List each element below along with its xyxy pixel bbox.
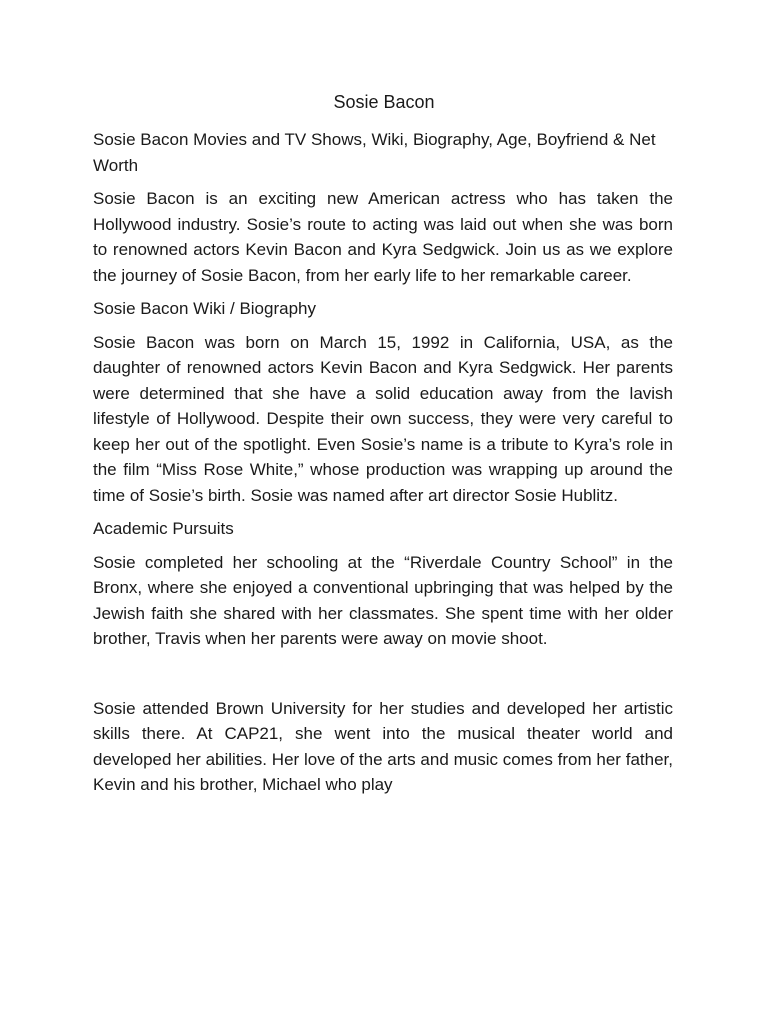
- section-heading-biography: Sosie Bacon Wiki / Biography: [93, 299, 316, 318]
- university-paragraph: Sosie attended Brown University for her studies and developed her artistic skills there. At CAP21, she went into the musical theater world and developed her abilities. Her love of the arts and music comes from her father, Kevin and his brother, Michael who play: [93, 698, 673, 794]
- page-title: Sosie Bacon: [333, 92, 435, 112]
- biography-paragraph: Sosie Bacon was born on March 15, 1992 in California, USA, as the daughter of renowned actors Kevin Bacon and Kyra Sedgwick. Her parents were determined that she have a solid education away from the lavish lifestyle of Hollywood. Despite their own success, they were very careful to keep her out of the spotlight. Even Sosie’s name is a tribute to Kyra’s role in the film “Miss Rose White,” whose production was wrapping up around the time of Sosie’s birth. Sosie was named after art director Sosie Hublitz.: [93, 332, 673, 505]
- academic-paragraph: Sosie completed her schooling at the “Riverdale Country School” in the Bronx, where she enjoyed a conventional upbringing that was helped by the Jewish faith she shared with her classmates. She spent time with her older brother, Travis when her parents were away on movie shoot.: [93, 552, 673, 648]
- subtitle-paragraph: Sosie Bacon Movies and TV Shows, Wiki, Biography, Age, Boyfriend & Net Worth: [93, 130, 656, 175]
- paragraph-spacer: [93, 660, 673, 696]
- intro-paragraph: Sosie Bacon is an exciting new American actress who has taken the Hollywood industry. Sosie’s route to acting was laid out when she was born to renowned actors Kevin Bacon and Kyra Sedgwick. Join us as we explore the journey of Sosie Bacon, from her early life to her remarkable career.: [93, 189, 673, 285]
- document-body: [93, 127, 673, 806]
- section-heading-academic: Academic Pursuits: [93, 519, 234, 538]
